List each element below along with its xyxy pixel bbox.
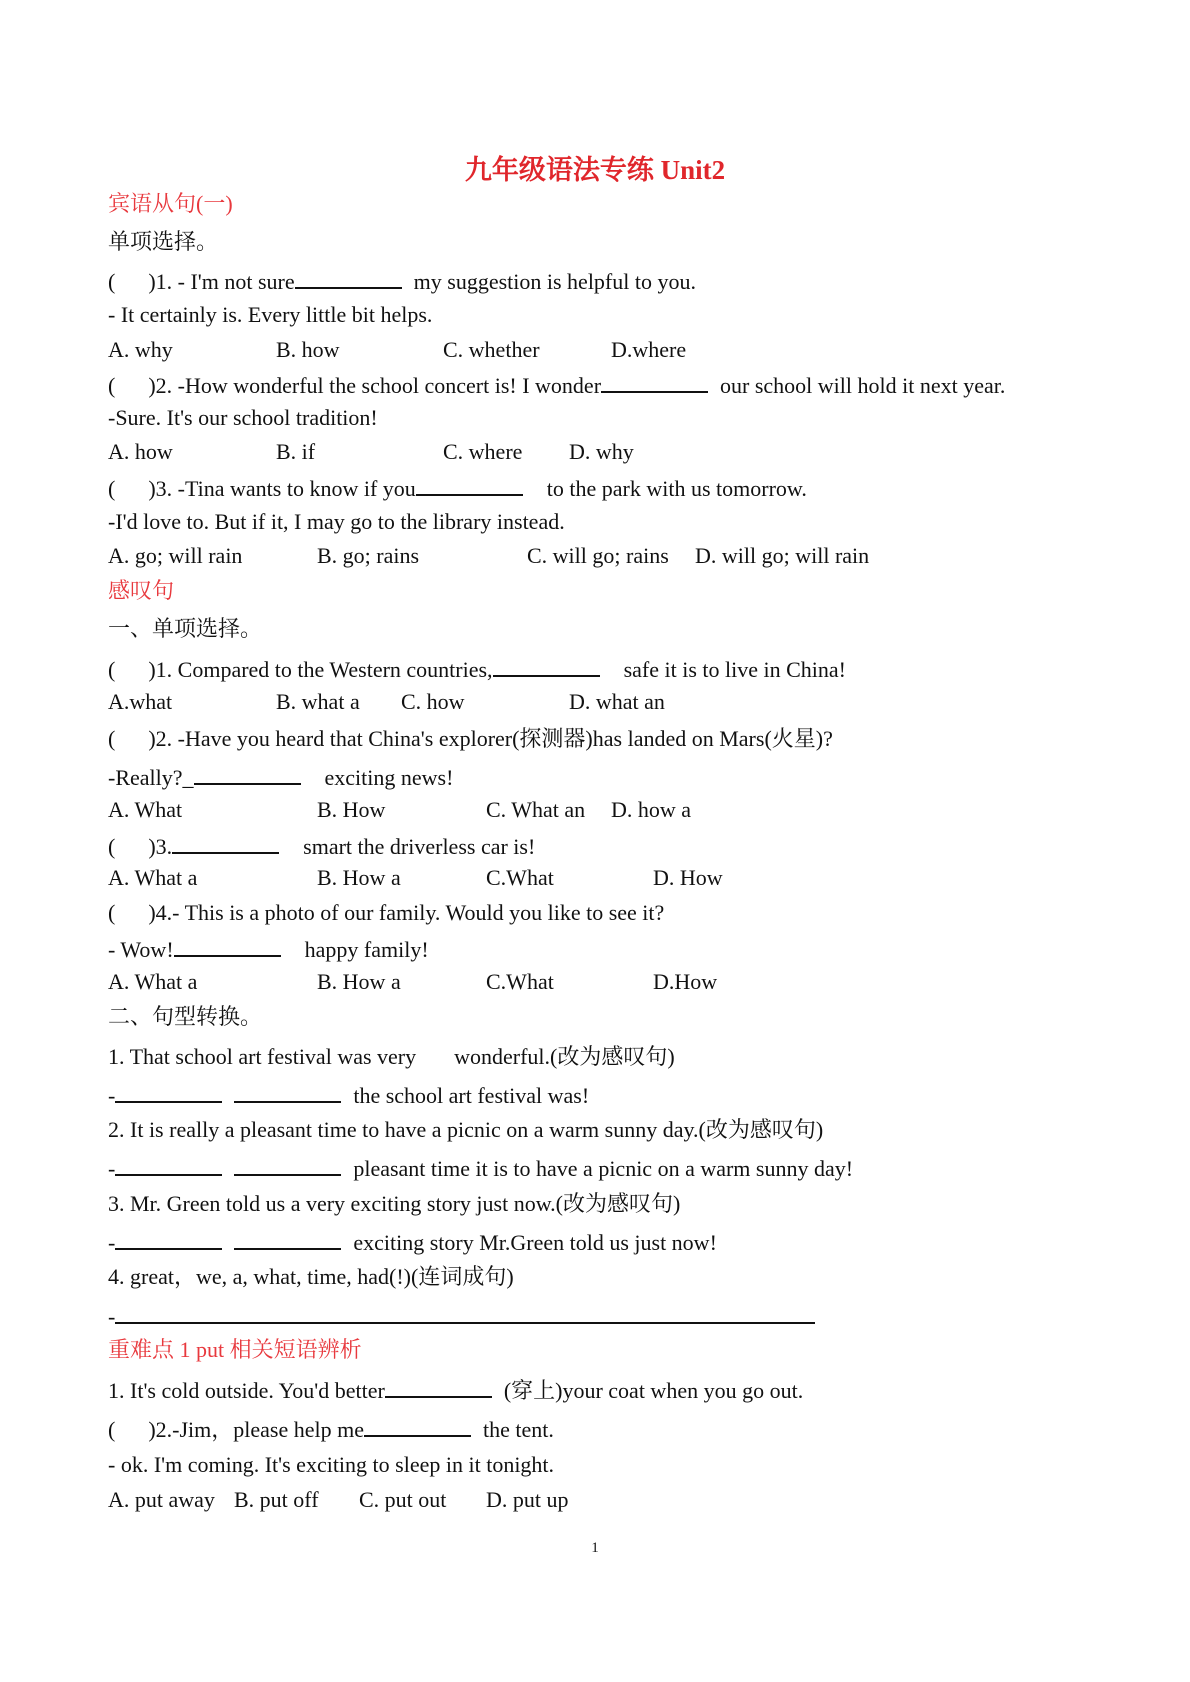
answer-blank[interactable] [416, 474, 523, 496]
question-line [108, 1415, 554, 1443]
question-text: ( )2.-Jim，please help me [108, 1417, 364, 1442]
answer-blank[interactable] [364, 1415, 471, 1437]
answer-blank[interactable] [194, 763, 301, 785]
instruction: 一、单项选择。 [108, 616, 263, 641]
answer-blank[interactable] [115, 1081, 222, 1103]
transform-question: 2. It is really a pleasant time to have a picnic on a warm sunny day.(改为感叹句) [108, 1117, 824, 1142]
answer-blank[interactable] [385, 1376, 492, 1398]
option: D. will go; will rain [695, 543, 870, 568]
answer-line [108, 1081, 589, 1109]
option: A. What a [108, 865, 198, 890]
question-line [108, 267, 696, 295]
section-heading-exclamatory: 感叹句 [108, 578, 175, 603]
option: C.What [486, 865, 554, 890]
answer-blank[interactable] [234, 1081, 341, 1103]
option: D.where [611, 337, 687, 362]
reply-line: - It certainly is. Every little bit helps. [108, 302, 433, 327]
option: D. how a [611, 797, 692, 822]
option: B. if [276, 439, 316, 464]
instruction: 单项选择。 [108, 229, 219, 254]
option: B. How a [317, 865, 401, 890]
answer-blank[interactable] [172, 832, 279, 854]
dash: - [108, 1083, 116, 1108]
option: D. How [653, 865, 723, 890]
question-text: ( )1. - I'm not sure [108, 269, 295, 294]
dash: - [108, 1230, 116, 1255]
option: C. What an [486, 797, 586, 822]
answer-blank[interactable] [174, 935, 281, 957]
option: B. what a [276, 689, 360, 714]
question-line: ( )2. -Have you heard that China's explorer(探测器)has landed on Mars(火星)? [108, 726, 833, 751]
question-line [108, 832, 535, 860]
option: D. what an [569, 689, 665, 714]
question-text: my suggestion is helpful to you. [413, 269, 696, 294]
answer-suffix: pleasant time it is to have a picnic on a warm sunny day! [353, 1156, 854, 1181]
option: C. put out [359, 1487, 447, 1512]
options-row [0, 439, 1000, 465]
options-row [0, 797, 1000, 823]
answer-line [108, 1154, 853, 1182]
question-text: 1. That school art festival was very [108, 1044, 417, 1069]
options-row [0, 969, 1000, 995]
option: D. put up [486, 1487, 569, 1512]
reply-line: - ok. I'm coming. It's exciting to sleep in it tonight. [108, 1452, 555, 1477]
question-line [108, 474, 807, 502]
option: A. go; will rain [108, 543, 243, 568]
answer-blank[interactable] [295, 267, 402, 289]
question-text: ( )1. Compared to the Western countries, [108, 657, 493, 682]
question-text: to the park with us tomorrow. [546, 476, 807, 501]
question-text: 1. It's cold outside. You'd better [108, 1378, 385, 1403]
question-text: wonderful.(改为感叹句) [454, 1044, 675, 1069]
answer-suffix: exciting story Mr.Green told us just now! [353, 1230, 717, 1255]
question-text: (穿上)your coat when you go out. [503, 1378, 804, 1403]
option: A. What a [108, 969, 198, 994]
option: C.What [486, 969, 554, 994]
option: A.what [108, 689, 173, 714]
option: D.How [653, 969, 718, 994]
transform-question: 3. Mr. Green told us a very exciting story just now.(改为感叹句) [108, 1191, 681, 1216]
instruction: 二、句型转换。 [108, 1004, 263, 1029]
dash: - [108, 1304, 116, 1329]
transform-question: 4. great，we, a, what, time, had(!)(连词成句) [108, 1264, 514, 1289]
dash: - [108, 1156, 116, 1181]
option: D. why [569, 439, 634, 464]
question-text: the tent. [483, 1417, 554, 1442]
transform-question [108, 1044, 675, 1070]
option: B. how [276, 337, 340, 362]
question-text: happy family! [304, 937, 429, 962]
option: A. put away [108, 1487, 215, 1512]
option: A. What [108, 797, 183, 822]
question-line: ( )4.- This is a photo of our family. Would you like to see it? [108, 900, 665, 925]
answer-suffix: the school art festival was! [353, 1083, 590, 1108]
option: C. whether [443, 337, 540, 362]
question-text: -Really?_ [108, 765, 194, 790]
question-line [108, 1376, 803, 1404]
option: B. go; rains [317, 543, 420, 568]
question-text: smart the driverless car is! [303, 834, 536, 859]
option: C. where [443, 439, 523, 464]
option: C. will go; rains [527, 543, 669, 568]
reply-line: -Sure. It's our school tradition! [108, 405, 378, 430]
question-text: ( )3. [108, 834, 173, 859]
question-line [108, 763, 453, 791]
option: B. put off [234, 1487, 319, 1512]
answer-blank[interactable] [601, 371, 708, 393]
answer-blank[interactable] [115, 1228, 222, 1250]
options-row [0, 1487, 1000, 1513]
question-line [108, 371, 1005, 399]
option: A. why [108, 337, 173, 362]
answer-line [108, 1302, 827, 1330]
page-number: 1 [591, 1540, 599, 1556]
question-text: our school will hold it next year. [720, 373, 1006, 398]
answer-blank[interactable] [234, 1154, 341, 1176]
section-heading-put-phrases: 重难点 1 put 相关短语辨析 [108, 1337, 362, 1362]
question-text: ( )2. -How wonderful the school concert is! I wonder [108, 373, 602, 398]
reply-line: -I'd love to. But if it, I may go to the library instead. [108, 509, 565, 534]
question-line [108, 655, 846, 683]
option: A. how [108, 439, 173, 464]
answer-blank[interactable] [234, 1228, 341, 1250]
option: B. How a [317, 969, 401, 994]
options-row [0, 689, 1000, 715]
answer-line [108, 1228, 717, 1256]
page-title: 九年级语法专练 Unit2 [464, 155, 726, 185]
section-heading-object-clause: 宾语从句(一) [108, 191, 233, 216]
options-row [0, 865, 1000, 891]
answer-blank[interactable] [115, 1154, 222, 1176]
question-text: exciting news! [324, 765, 454, 790]
option: C. how [401, 689, 465, 714]
answer-blank[interactable] [493, 655, 600, 677]
question-text: ( )3. -Tina wants to know if you [108, 476, 416, 501]
question-line [108, 935, 429, 963]
question-text: safe it is to live in China! [623, 657, 846, 682]
options-row [0, 337, 1000, 363]
options-row [0, 543, 1000, 569]
question-text: - Wow! [108, 937, 174, 962]
option: B. How [317, 797, 386, 822]
answer-blank[interactable] [115, 1302, 815, 1324]
